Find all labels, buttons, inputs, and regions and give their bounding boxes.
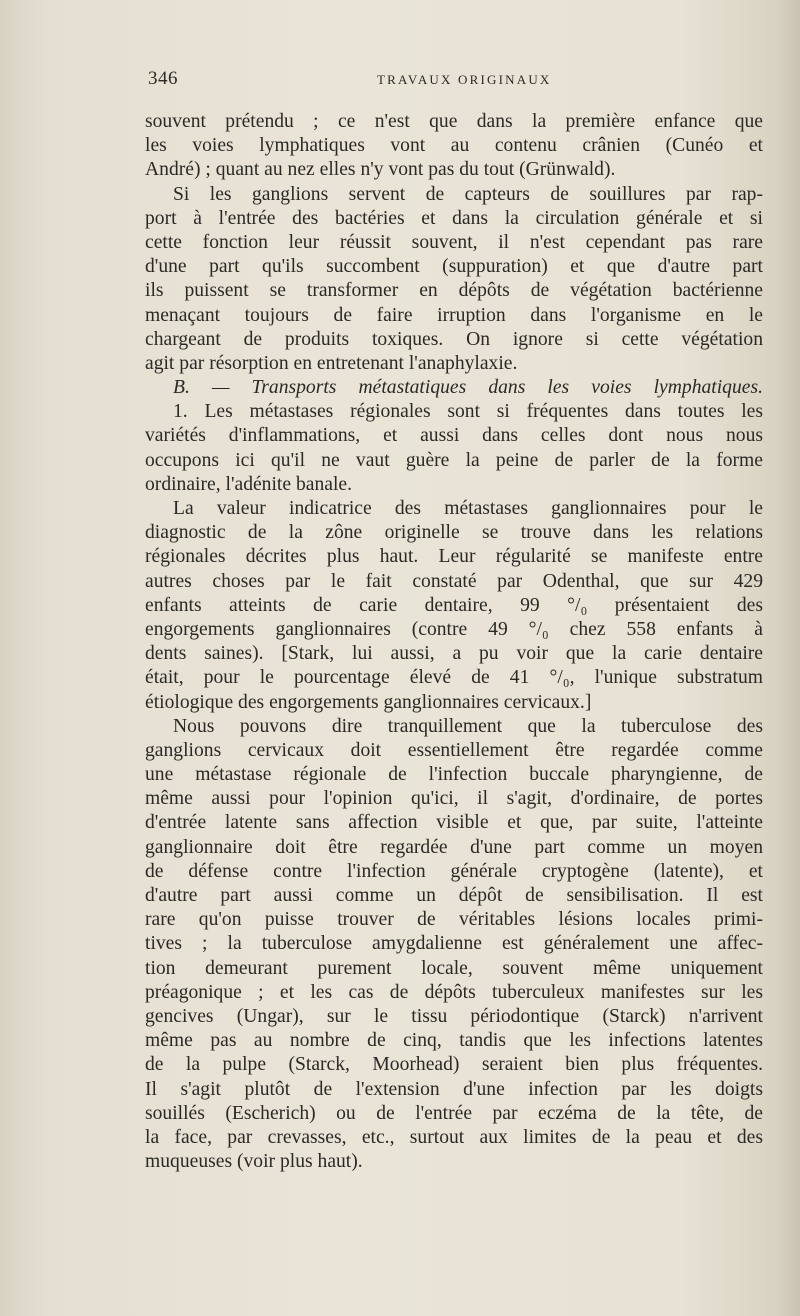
text-line: rare qu'on puisse trouver de véritables lésions locales primi- <box>145 909 763 931</box>
running-head: TRAVAUX ORIGINAUX <box>377 72 552 87</box>
text-line: même pas au nombre de cinq, tandis que les infections latentes <box>145 1030 763 1052</box>
text-line: agit par résorption en entretenant l'anaphylaxie. <box>145 352 518 374</box>
text-line: souillés (Escherich) ou de l'entrée par eczéma de la tête, de <box>145 1102 763 1124</box>
text-line: diagnostic de la zône originelle se trouve dans les relations <box>145 522 763 544</box>
page-number: 346 <box>148 68 178 89</box>
text-line: de la pulpe (Starck, Moorhead) seraient bien plus fréquentes. <box>145 1054 763 1076</box>
text-line: Il s'agit plutôt de l'extension d'une infection par les doigts <box>145 1078 763 1100</box>
text-line: cette fonction leur réussit souvent, il n'est cependant pas rare <box>145 231 763 253</box>
text-line: la face, par crevasses, etc., surtout aux limites de la peau et des <box>145 1126 763 1148</box>
text-line: les voies lymphatiques vont au contenu crânien (Cunéo et <box>145 135 763 157</box>
text-line: variétés d'inflammations, et aussi dans celles dont nous nous <box>145 425 763 447</box>
text-line: André) ; quant au nez elles n'y vont pas du tout (Grünwald). <box>145 159 616 181</box>
text-line: ils puissent se transformer en dépôts de végétation bactérienne <box>145 280 763 302</box>
text-line: souvent prétendu ; ce n'est que dans la première enfance que <box>145 111 763 132</box>
text-line: régionales décrites plus haut. Leur régularité se manifeste entre <box>145 546 763 568</box>
text-line: menaçant toujours de faire irruption dans l'organisme en le <box>145 304 763 326</box>
paragraph-start-line: Nous pouvons dire tranquillement que la tuberculose des <box>173 715 763 737</box>
text-line: étiologique des engorgements ganglionnaires cervicaux.] <box>145 691 592 713</box>
text-line: engorgements ganglionnaires (contre 49 °/₀ chez 558 enfants à <box>145 618 763 640</box>
text-line: était, pour le pourcentage élevé de 41 °/₀, l'unique substratum <box>145 667 763 689</box>
text-line: d'autre part aussi comme un dépôt de sensibilisation. Il est <box>145 885 763 906</box>
text-line: même aussi pour l'opinion qu'ici, il s'agit, d'ordinaire, de portes <box>145 788 763 810</box>
text-line: port à l'entrée des bactéries et dans la circulation générale et si <box>145 207 763 229</box>
paragraph-start-line: La valeur indicatrice des métastases ganglionnaires pour le <box>173 498 763 519</box>
paragraph-start-line: 1. Les métastases régionales sont si fréquentes dans toutes les <box>173 401 763 423</box>
text-line: occupons ici qu'il ne vaut guère la peine de parler de la forme <box>145 449 763 471</box>
text-line: de défense contre l'infection générale cryptogène (latente), et <box>145 860 763 882</box>
text-line: d'une part qu'ils succombent (suppuration) et que d'autre part <box>145 256 763 278</box>
text-line: muqueuses (voir plus haut). <box>145 1151 363 1173</box>
text-line: autres choses par le fait constaté par Odenthal, que sur 429 <box>145 570 763 592</box>
text-line: ordinaire, l'adénite banale. <box>145 473 352 495</box>
text-line: enfants atteints de carie dentaire, 99 °/₀ présentaient des <box>145 594 763 616</box>
text-line: préagonique ; et les cas de dépôts tuberculeux manifestes sur les <box>145 981 763 1003</box>
paragraph-start-line: Si les ganglions servent de capteurs de souillures par rap- <box>173 183 763 205</box>
text-line: ganglionnaire doit être regardée d'une part comme un moyen <box>145 836 763 858</box>
text-line: tives ; la tuberculose amygdalienne est généralement une affec- <box>145 933 763 955</box>
text-line: gencives (Ungar), sur le tissu périodontique (Starck) n'arrivent <box>145 1005 763 1027</box>
page-header <box>145 68 775 90</box>
text-line: dents saines). [Stark, lui aussi, a pu voir que la carie dentaire <box>145 643 763 665</box>
section-heading: B. — Transports métastatiques dans les voies lymphatiques. <box>173 377 763 399</box>
text-line: tion demeurant purement locale, souvent même uniquement <box>145 957 763 979</box>
text-line: d'entrée latente sans affection visible et que, par suite, l'atteinte <box>145 812 763 834</box>
text-line: chargeant de produits toxiques. On ignore si cette végétation <box>145 328 763 350</box>
text-line: ganglions cervicaux doit essentiellement être regardée comme <box>145 739 763 761</box>
body-text <box>145 110 763 1174</box>
text-line: une métastase régionale de l'infection buccale pharyngienne, de <box>145 764 763 786</box>
